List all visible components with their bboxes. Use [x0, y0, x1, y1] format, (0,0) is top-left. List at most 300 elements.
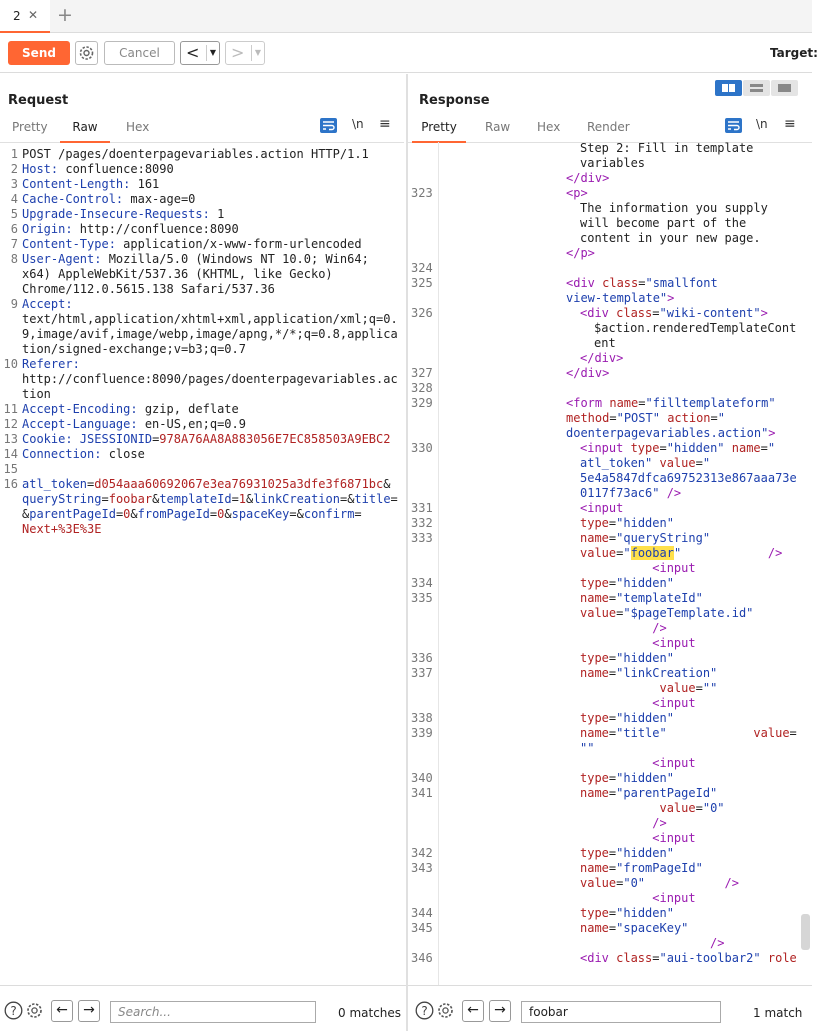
arrow-right-icon[interactable]: →: [489, 1000, 511, 1022]
code-token: will become part of the: [580, 216, 747, 230]
code-line: [580, 651, 674, 665]
code-token: &: [383, 477, 391, 491]
code-token: =: [638, 276, 646, 290]
code-token: &: [130, 507, 138, 521]
code-token: "title": [616, 726, 667, 740]
code-token: [580, 681, 659, 695]
code-token: <input: [652, 561, 696, 575]
code-line: [22, 387, 51, 401]
code-token: en-US,en;q=0.9: [137, 417, 246, 431]
code-line: [580, 561, 696, 575]
code-line: [580, 156, 645, 170]
chevron-right-icon: >: [231, 43, 245, 62]
code-line: [580, 906, 674, 920]
line-number: 345: [411, 921, 433, 935]
response-editor[interactable]: [408, 142, 812, 985]
code-token: value: [659, 456, 696, 470]
code-token: =: [209, 507, 218, 521]
code-line: [580, 216, 746, 230]
search-highlight: foobar: [630, 546, 674, 560]
code-line: [22, 312, 398, 326]
line-number: 12: [3, 417, 18, 431]
code-line: [22, 417, 246, 431]
code-token: =: [652, 951, 660, 965]
code-line: [566, 246, 595, 260]
code-line: [580, 531, 710, 545]
code-line: [566, 276, 718, 290]
code-token: =: [608, 906, 617, 920]
code-token: name: [580, 786, 609, 800]
code-token: =&: [289, 507, 304, 521]
code-token: [580, 831, 652, 845]
code-line: [580, 141, 753, 155]
code-token: &: [152, 492, 160, 506]
code-line: [22, 237, 362, 251]
code-line: [580, 306, 768, 320]
code-token: <input: [652, 831, 696, 845]
line-number: 10: [3, 357, 18, 371]
code-token: name: [609, 396, 639, 410]
code-line: [580, 711, 674, 725]
code-line: [580, 456, 710, 470]
code-token: "templateId": [616, 591, 703, 605]
code-token: =: [695, 456, 703, 470]
code-token: queryString: [22, 492, 102, 506]
tab-hex[interactable]: Hex: [126, 120, 150, 134]
code-token: <input: [580, 501, 624, 515]
code-token: =: [608, 591, 617, 605]
line-number: 324: [411, 261, 433, 275]
code-token: type: [580, 906, 609, 920]
code-token: [645, 876, 724, 890]
code-token: role: [767, 951, 797, 965]
code-token: Mozilla/5.0 (Windows NT 10.0; Win64;: [101, 252, 369, 266]
code-token: Connection:: [22, 447, 102, 461]
tab-pretty[interactable]: Pretty: [12, 120, 48, 134]
help-icon[interactable]: [4, 1001, 23, 1020]
code-line: [22, 327, 398, 341]
layout-tabs-button[interactable]: [771, 80, 798, 96]
code-token: Accept-Encoding:: [22, 402, 138, 416]
code-token: type: [580, 846, 609, 860]
code-token: name: [580, 531, 609, 545]
code-token: [580, 936, 710, 950]
newline-toggle-icon[interactable]: \n: [756, 117, 768, 131]
arrow-right-icon[interactable]: →: [78, 1000, 100, 1022]
code-token: Chrome/112.0.5615.138 Safari/537.36: [22, 282, 275, 296]
code-token: "$pageTemplate.id": [623, 606, 754, 620]
code-token: parentPageId: [29, 507, 116, 521]
code-token: "0": [623, 876, 646, 890]
request-search-bar: [0, 985, 406, 1031]
code-token: "hidden": [616, 576, 674, 590]
code-line: [580, 486, 681, 500]
code-token: =: [231, 492, 239, 506]
code-token: =: [608, 726, 617, 740]
code-token: "spaceKey": [616, 921, 689, 935]
code-token: method: [566, 411, 610, 425]
line-number: 13: [3, 432, 18, 446]
code-line: [580, 606, 753, 620]
code-token: =: [616, 606, 624, 620]
code-line: [580, 936, 725, 950]
code-line: [22, 147, 369, 161]
line-number: 8: [10, 252, 18, 266]
code-token: 161: [130, 177, 160, 191]
line-number: 342: [411, 846, 433, 860]
code-token: POST /pages/doenterpagevariables.action HTTP/1.1: [22, 147, 369, 161]
code-line: [22, 357, 80, 371]
line-number: 346: [411, 951, 433, 965]
code-line: [22, 372, 398, 386]
code-token: d054aaa60692067e3ea76931025a3dfe3f6871bc: [94, 477, 384, 491]
code-token: [580, 636, 652, 650]
request-editor[interactable]: [0, 142, 406, 985]
line-number: 338: [411, 711, 433, 725]
code-token: 0: [123, 507, 131, 521]
code-token: tion: [22, 387, 51, 401]
chevron-down-icon[interactable]: ▼: [206, 45, 219, 61]
code-token: </p>: [566, 246, 595, 260]
code-token: />: [681, 546, 783, 560]
code-token: $action.renderedTemplateCont: [594, 321, 797, 335]
code-line: [22, 477, 390, 491]
code-token: http://confluence:8090/pages/doenterpagevariables.ac: [22, 372, 398, 386]
close-icon[interactable]: ✕: [28, 8, 39, 22]
code-line: [580, 921, 688, 935]
line-number: 332: [411, 516, 433, 530]
send-button[interactable]: Send: [8, 41, 70, 65]
code-token: "hidden": [616, 846, 674, 860]
line-number: 11: [3, 402, 18, 416]
code-line: [580, 441, 775, 455]
code-token: name: [731, 441, 761, 455]
code-token: "hidden": [616, 906, 674, 920]
code-token: User-Agent:: [22, 252, 102, 266]
line-number: 344: [411, 906, 433, 920]
code-line: [580, 621, 667, 635]
code-token: ": [767, 441, 776, 455]
code-token: ": [673, 546, 682, 560]
code-line: [566, 171, 609, 185]
code-token: foobar: [108, 492, 153, 506]
code-line: [580, 861, 703, 875]
line-number: 333: [411, 531, 433, 545]
code-token: =: [638, 396, 646, 410]
code-token: class: [616, 306, 653, 320]
code-line: [580, 201, 768, 215]
add-tab-icon[interactable]: +: [57, 4, 73, 26]
line-number: 15: [3, 462, 18, 476]
wrap-lines-icon[interactable]: [725, 118, 742, 133]
gear-icon[interactable]: [436, 1001, 455, 1020]
code-token: ent: [594, 336, 616, 350]
code-token: <div: [566, 276, 603, 290]
code-line: [580, 951, 797, 965]
hamburger-menu-icon[interactable]: ≡: [784, 116, 796, 132]
line-number: 2: [10, 162, 18, 176]
code-token: >: [602, 171, 610, 185]
code-token: value: [580, 606, 617, 620]
code-token: &: [22, 507, 30, 521]
code-line: [580, 771, 674, 785]
code-token: class: [616, 951, 653, 965]
tab-raw[interactable]: Raw: [485, 120, 511, 134]
code-token: =: [608, 786, 617, 800]
code-token: =: [695, 681, 703, 695]
line-number: 9: [10, 297, 18, 311]
line-number: 4: [10, 192, 18, 206]
code-token: =: [115, 507, 124, 521]
code-line: [580, 741, 594, 755]
code-token: confluence:8090: [58, 162, 174, 176]
tab-bar: [0, 0, 812, 33]
code-line: [580, 471, 797, 485]
code-token: application/x-www-form-urlencoded: [115, 237, 362, 251]
line-number: 330: [411, 441, 433, 455]
code-token: type: [630, 441, 660, 455]
gear-icon: [76, 42, 97, 64]
scrollbar-thumb[interactable]: [801, 914, 810, 950]
code-token: =: [616, 876, 624, 890]
svg-text:?: ?: [421, 1004, 428, 1018]
code-token: "hidden": [666, 441, 725, 455]
code-token: gzip, deflate: [137, 402, 239, 416]
code-token: [580, 696, 652, 710]
code-token: <p>: [566, 186, 588, 200]
code-line: [566, 426, 776, 440]
code-token: />: [710, 936, 725, 950]
code-token: 1: [209, 207, 225, 221]
code-token: <input: [652, 696, 696, 710]
tab-pretty[interactable]: Pretty: [412, 119, 466, 143]
code-token: "": [702, 681, 718, 695]
svg-text:?: ?: [10, 1004, 17, 1018]
response-view-tabs: [408, 118, 812, 143]
code-token: "parentPageId": [616, 786, 718, 800]
code-line: [580, 726, 797, 740]
code-token: [761, 951, 768, 965]
code-line: [580, 846, 674, 860]
code-token: Cache-Control:: [22, 192, 124, 206]
code-token: content in your new page.: [580, 231, 761, 245]
code-token: />: [652, 816, 667, 830]
code-token: Host:: [22, 162, 59, 176]
code-token: "filltemplateform": [645, 396, 776, 410]
code-token: "smallfont: [645, 276, 718, 290]
line-number: 3: [10, 177, 18, 191]
target-label: Target:: [770, 46, 818, 60]
line-number: 327: [411, 366, 433, 380]
response-search-bar: [408, 985, 812, 1031]
code-token: class: [602, 276, 639, 290]
code-line: [580, 816, 667, 830]
code-token: <div: [580, 951, 617, 965]
code-line: [594, 321, 796, 335]
code-token: [580, 621, 652, 635]
tab-2[interactable]: [0, 0, 50, 33]
code-token: value: [659, 801, 696, 815]
code-token: &: [246, 492, 254, 506]
code-line: [594, 336, 616, 350]
code-line: [22, 162, 174, 176]
code-token: =: [710, 411, 718, 425]
code-token: />: [652, 621, 667, 635]
line-number: 6: [10, 222, 18, 236]
code-line: [580, 891, 696, 905]
code-token: atl_token: [22, 477, 88, 491]
code-token: templateId: [159, 492, 232, 506]
code-token: =: [354, 507, 362, 521]
help-icon[interactable]: [415, 1001, 434, 1020]
code-token: =: [608, 711, 617, 725]
code-token: name: [580, 861, 609, 875]
code-line: [580, 576, 674, 590]
code-token: name: [580, 726, 609, 740]
code-token: title: [354, 492, 391, 506]
code-line: [580, 231, 761, 245]
code-line: [566, 291, 674, 305]
gear-icon[interactable]: [25, 1001, 44, 1020]
response-match-count: 1 match: [753, 1006, 803, 1020]
code-token: "wiki-content": [659, 306, 761, 320]
hamburger-menu-icon[interactable]: ≡: [379, 116, 391, 132]
code-token: type: [580, 576, 609, 590]
code-line: [22, 222, 239, 236]
code-token: ": [623, 546, 631, 560]
tab-label: 2: [13, 9, 21, 23]
code-line: [580, 696, 696, 710]
code-line: [580, 666, 717, 680]
code-token: <input: [652, 756, 696, 770]
code-token: [580, 816, 652, 830]
code-token: <input: [652, 636, 696, 650]
code-token: The information you supply: [580, 201, 768, 215]
code-line: [22, 492, 398, 506]
code-token: "aui-toolbar2": [659, 951, 761, 965]
code-token: type: [580, 711, 609, 725]
code-line: [580, 636, 696, 650]
code-token: =: [608, 846, 617, 860]
response-search-input[interactable]: [521, 1001, 721, 1023]
code-token: [580, 891, 652, 905]
code-line: [566, 411, 725, 425]
code-token: =: [652, 306, 660, 320]
code-line: [22, 297, 73, 311]
code-token: "hidden": [616, 711, 674, 725]
code-token: =: [608, 921, 617, 935]
layout-stacked-button[interactable]: [743, 80, 770, 96]
code-line: [22, 342, 246, 356]
line-number: 323: [411, 186, 433, 200]
code-line: [22, 447, 145, 461]
code-token: "queryString": [616, 531, 711, 545]
code-token: value: [580, 546, 617, 560]
code-token: "hidden": [616, 651, 674, 665]
code-token: =: [609, 411, 617, 425]
code-token: Next+%3E%3E: [22, 522, 102, 536]
code-token: http://confluence:8090: [72, 222, 239, 236]
line-number: 5: [10, 207, 18, 221]
cancel-button[interactable]: Cancel: [104, 41, 175, 65]
code-line: [566, 366, 609, 380]
chevron-down-icon[interactable]: ▼: [251, 45, 264, 61]
code-line: [22, 507, 362, 521]
code-token: Cookie:: [22, 432, 73, 446]
tab-render[interactable]: Render: [587, 120, 630, 134]
wrap-lines-icon[interactable]: [320, 118, 337, 133]
code-token: type: [580, 516, 609, 530]
code-token: text/html,application/xhtml+xml,application/xml;q=0.: [22, 312, 398, 326]
code-line: [580, 876, 739, 890]
toolbar: [0, 33, 818, 73]
arrow-left-icon[interactable]: ←: [51, 1000, 73, 1022]
code-token: =: [659, 441, 667, 455]
code-token: atl_token": [580, 456, 653, 470]
arrow-left-icon[interactable]: ←: [462, 1000, 484, 1022]
code-token: [580, 756, 652, 770]
line-number: 1: [10, 147, 18, 161]
code-line: [22, 402, 239, 416]
tab-hex[interactable]: Hex: [537, 120, 561, 134]
code-line: [580, 546, 782, 560]
line-number: 329: [411, 396, 433, 410]
settings-button[interactable]: [75, 41, 98, 65]
code-token: 978A76AA8A883056E7EC858503A9EBC2: [159, 432, 391, 446]
line-number: 336: [411, 651, 433, 665]
layout-side-by-side-button[interactable]: [715, 80, 742, 96]
code-token: linkCreation: [253, 492, 340, 506]
code-token: name: [580, 591, 609, 605]
code-token: =: [152, 432, 160, 446]
code-token: spaceKey: [231, 507, 290, 521]
line-number: 14: [3, 447, 18, 461]
code-line: [22, 252, 369, 266]
code-token: =: [789, 726, 797, 740]
code-token: name: [580, 666, 609, 680]
code-token: =: [87, 477, 95, 491]
request-search-input[interactable]: [110, 1001, 316, 1023]
code-line: [22, 432, 390, 446]
code-token: =: [695, 801, 703, 815]
code-line: [566, 186, 588, 200]
code-line: [22, 177, 159, 191]
code-token: confirm: [303, 507, 355, 521]
code-token: div: [580, 171, 603, 185]
code-token: =&: [339, 492, 355, 506]
request-title: Request: [8, 93, 69, 108]
code-token: Content-Type:: [22, 237, 116, 251]
back-button[interactable]: [180, 41, 220, 65]
code-token: =: [608, 666, 617, 680]
code-token: =: [390, 492, 398, 506]
code-token: 9,image/avif,image/webp,image/apng,*/*;q=0.8,applica: [22, 327, 398, 341]
forward-button[interactable]: [225, 41, 265, 65]
code-token: =: [608, 516, 617, 530]
tab-raw[interactable]: Raw: [60, 119, 110, 143]
code-token: =: [616, 546, 624, 560]
newline-toggle-icon[interactable]: \n: [352, 117, 364, 131]
code-token: tion/signed-exchange;v=b3;q=0.7: [22, 342, 246, 356]
code-token: Upgrade-Insecure-Requests:: [22, 207, 210, 221]
code-token: =: [608, 771, 617, 785]
code-token: value: [659, 681, 696, 695]
code-line: [580, 801, 725, 815]
code-token: "": [580, 741, 595, 755]
code-line: [580, 756, 696, 770]
code-token: ": [717, 411, 726, 425]
code-token: max-age=0: [123, 192, 196, 206]
